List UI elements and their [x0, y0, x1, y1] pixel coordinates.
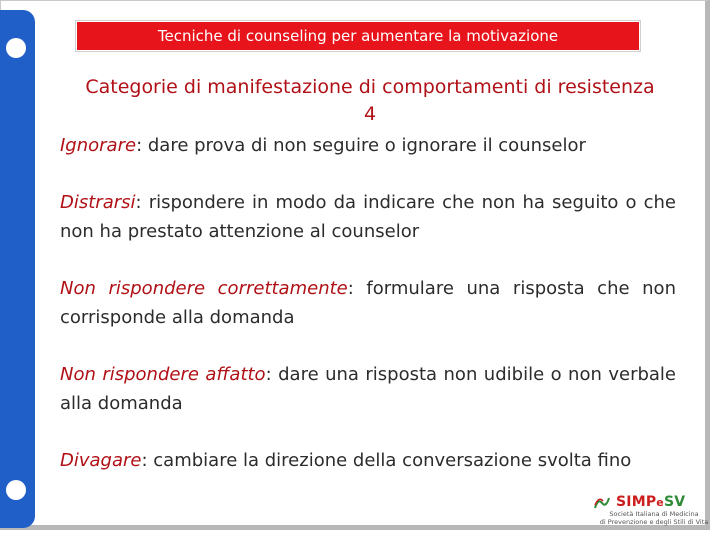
list-item [60, 188, 676, 246]
bottom-bullet-dot [6, 480, 26, 500]
item-text: formulare una risposta che non corrisponde alla domanda [60, 278, 676, 328]
item-separator: : [135, 192, 149, 213]
logo-subtitle [598, 511, 710, 526]
item-separator: : [347, 278, 367, 299]
item-separator: : [141, 450, 154, 471]
list-item [60, 360, 676, 418]
logo-mark-icon [594, 496, 610, 510]
item-text: rispondere in modo da indicare che non ha seguito o che non ha prestato attenzione al counselor [60, 192, 676, 242]
list-item [60, 274, 676, 332]
item-text: dare prova di non seguire o ignorare il counselor [147, 135, 586, 156]
item-term: Non rispondere correttamente [60, 278, 348, 299]
logo-subtitle-line: di Prevenzione e degli Stili di Vita [599, 517, 709, 526]
simpesv-logo [594, 494, 710, 528]
resistance-list [60, 131, 676, 503]
top-bullet-dot [6, 38, 26, 58]
slide-title [60, 74, 680, 128]
item-text: dare una risposta non udibile o non verbale alla domanda [60, 364, 677, 414]
slide-title-line2: 4 [363, 103, 377, 125]
logo-subtitle-line: Società Italiana di Medicina [609, 510, 699, 518]
logo-name-part: SV [663, 494, 686, 510]
header-banner: Tecniche di counseling per aumentare la motivazione [76, 21, 640, 51]
item-separator: : [265, 364, 279, 385]
logo-name-part: SIMP [616, 494, 657, 510]
logo-name [616, 494, 685, 510]
item-term: Distrarsi [60, 192, 136, 213]
list-item [60, 131, 676, 160]
item-separator: : [136, 135, 148, 156]
item-term: Non rispondere affatto [60, 364, 266, 385]
list-item [60, 446, 676, 475]
item-term: Divagare [60, 450, 142, 471]
slide-title-line1: Categorie di manifestazione di comportamenti di resistenza [85, 76, 655, 98]
item-text: cambiare la direzione della conversazione svolta fino [153, 450, 632, 471]
left-accent-bar [0, 10, 35, 528]
item-term: Ignorare [60, 135, 137, 156]
logo-name-part: e [656, 496, 664, 509]
